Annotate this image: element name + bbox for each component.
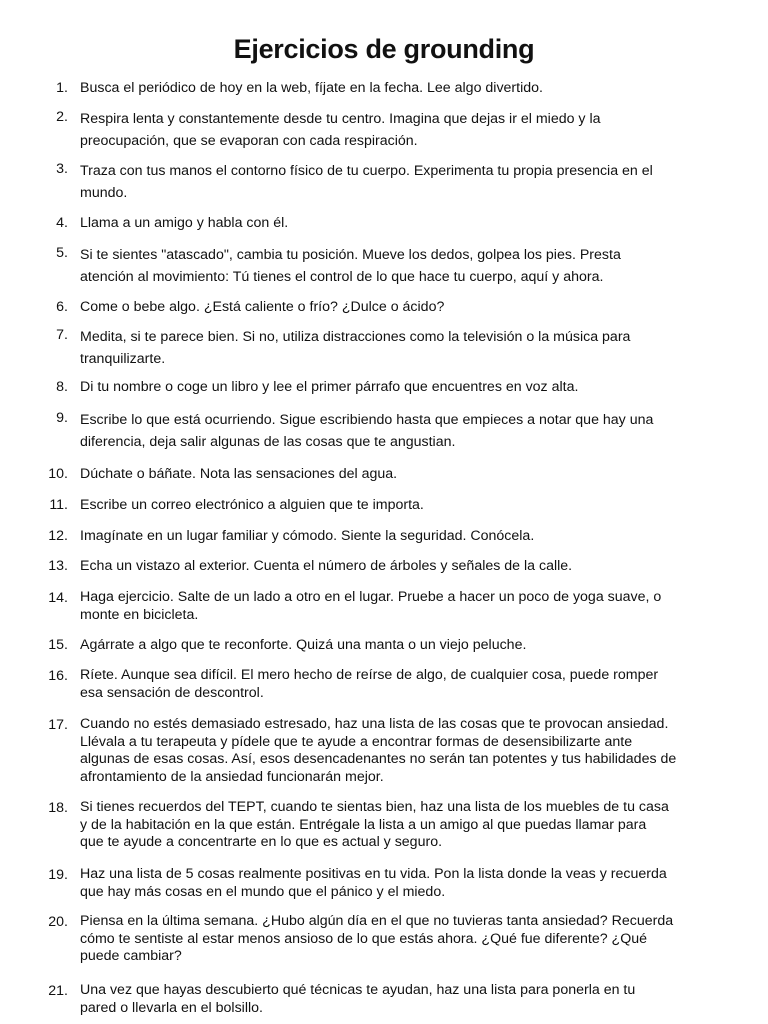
item-text-line: Si tienes recuerdos del TEPT, cuando te sientas bien, haz una lista de los muebles de tu casa — [80, 799, 669, 815]
item-number: 20. — [48, 914, 68, 930]
item-text — [80, 326, 720, 370]
item-text — [80, 108, 720, 152]
item-text-line: preocupación, que se evaporan con cada respiración. — [80, 133, 418, 149]
item-text-line: monte en bicicleta. — [80, 606, 199, 623]
item-text-line: Si te sientes "atascado", cambia tu posición. Mueve los dedos, golpea los pies. Presta — [80, 247, 621, 263]
item-number: 13. — [48, 558, 68, 574]
item-number: 5. — [56, 245, 68, 261]
item-text-line: Agárrate a algo que te reconforte. Quizá una manta o un viejo peluche. — [80, 637, 527, 653]
item-number: 7. — [56, 327, 68, 343]
item-text-line: Di tu nombre o coge un libro y lee el primer párrafo que encuentres en voz alta. — [80, 379, 579, 395]
item-number: 12. — [48, 528, 68, 544]
item-text — [80, 79, 720, 97]
item-number: 19. — [48, 867, 68, 883]
item-number: 21. — [48, 983, 68, 999]
item-text — [80, 378, 720, 396]
item-text-line: cómo te sentiste al estar menos ansioso de lo que estás ahora. ¿Qué fue diferente? ¿Qué — [80, 930, 648, 947]
item-text-line: Escribe lo que está ocurriendo. Sigue escribiendo hasta que empieces a notar que hay una — [80, 412, 654, 428]
item-text-line: esa sensación de descontrol. — [80, 684, 264, 701]
item-text-line: que te ayude a concentrarte en lo que es actual y seguro. — [80, 834, 443, 850]
item-text-line: Cuando no estés demasiado estresado, haz una lista de las cosas que te provocan ansiedad. — [80, 716, 669, 732]
item-number: 1. — [56, 80, 68, 96]
item-text-line: Haga ejercicio. Salte de un lado a otro en el lugar. Pruebe a hacer un poco de yoga suave, o — [80, 589, 662, 605]
item-text-line: atención al movimiento: Tú tienes el control de lo que hace tu cuerpo, aquí y ahora. — [80, 269, 604, 285]
item-number: 3. — [56, 161, 68, 177]
item-number: 14. — [48, 590, 68, 606]
item-text — [80, 244, 720, 288]
item-text-line: algunas de esas cosas. Así, esos desencadenantes no serán tan potentes y tus habilidades de — [80, 751, 677, 767]
item-text — [80, 465, 720, 483]
item-text-line: Haz una lista de 5 cosas realmente positivas en tu vida. Pon la lista donde la veas y recuerda — [80, 866, 667, 882]
item-text — [80, 214, 720, 232]
item-number: 2. — [56, 109, 68, 125]
item-text — [80, 496, 720, 514]
item-text-line: puede cambiar? — [80, 948, 182, 964]
item-number: 9. — [56, 410, 68, 426]
item-text — [80, 667, 720, 702]
item-text-line: Medita, si te parece bien. Si no, utiliza distracciones como la televisión o la música para — [80, 329, 631, 345]
item-text-line: Llévala a tu terapeuta y pídele que te ayude a encontrar formas de desensibilizarte ante — [80, 733, 633, 750]
item-number: 8. — [56, 379, 68, 395]
item-text-line: Traza con tus manos el contorno físico de tu cuerpo. Experimenta tu propia presencia en el — [80, 163, 653, 179]
item-text-line: Dúchate o báñate. Nota las sensaciones del agua. — [80, 466, 398, 482]
item-text-line: Una vez que hayas descubierto qué técnicas te ayudan, haz una lista para ponerla en tu — [80, 982, 636, 998]
item-number: 6. — [56, 299, 68, 315]
item-text-line: Respira lenta y constantemente desde tu centro. Imagina que dejas ir el miedo y la — [80, 111, 601, 127]
item-text-line: que hay más cosas en el mundo que el pánico y el miedo. — [80, 883, 446, 900]
item-text — [80, 298, 720, 316]
item-number: 11. — [49, 497, 68, 513]
item-number: 18. — [48, 800, 68, 816]
item-text — [80, 557, 720, 575]
item-text-line: mundo. — [80, 185, 128, 201]
item-text-line: Piensa en la última semana. ¿Hubo algún día en el que no tuvieras tanta ansiedad? Recuerda — [80, 913, 674, 929]
item-text-line: pared o llevarla en el bolsillo. — [80, 999, 263, 1016]
item-text-line: Come o bebe algo. ¿Está caliente o frío? ¿Dulce o ácido? — [80, 299, 445, 315]
item-text-line: y de la habitación en la que están. Entrégale la lista a un amigo al que puedas llamar para — [80, 816, 647, 833]
item-number: 15. — [48, 637, 68, 653]
page-title: Ejercicios de grounding — [233, 34, 535, 64]
item-text-line: afrontamiento de la ansiedad funcionarán mejor. — [80, 768, 384, 785]
item-text — [80, 716, 720, 786]
item-number: 17. — [48, 717, 68, 733]
item-text-line: tranquilizarte. — [80, 351, 166, 367]
item-text-line: diferencia, deja salir algunas de las cosas que te angustian. — [80, 434, 456, 450]
item-number: 10. — [48, 466, 68, 482]
item-text — [80, 589, 720, 624]
item-text — [80, 160, 720, 204]
item-text-line: Llama a un amigo y habla con él. — [80, 215, 289, 231]
item-text-line: Busca el periódico de hoy en la web, fíjate en la fecha. Lee algo divertido. — [80, 80, 543, 96]
item-text — [80, 409, 720, 453]
item-number: 4. — [56, 215, 68, 231]
item-text — [80, 913, 720, 966]
item-number: 16. — [48, 668, 68, 684]
item-text — [80, 799, 720, 852]
item-text-line: Echa un vistazo al exterior. Cuenta el número de árboles y señales de la calle. — [80, 558, 573, 574]
item-text-line: Escribe un correo electrónico a alguien que te importa. — [80, 497, 424, 513]
item-text — [80, 636, 720, 654]
item-text-line: Imagínate en un lugar familiar y cómodo. Siente la seguridad. Conócela. — [80, 528, 535, 544]
item-text — [80, 982, 720, 1017]
item-text — [80, 527, 720, 545]
item-text — [80, 866, 720, 901]
item-text-line: Ríete. Aunque sea difícil. El mero hecho de reírse de algo, de cualquier cosa, puede romper — [80, 667, 659, 683]
